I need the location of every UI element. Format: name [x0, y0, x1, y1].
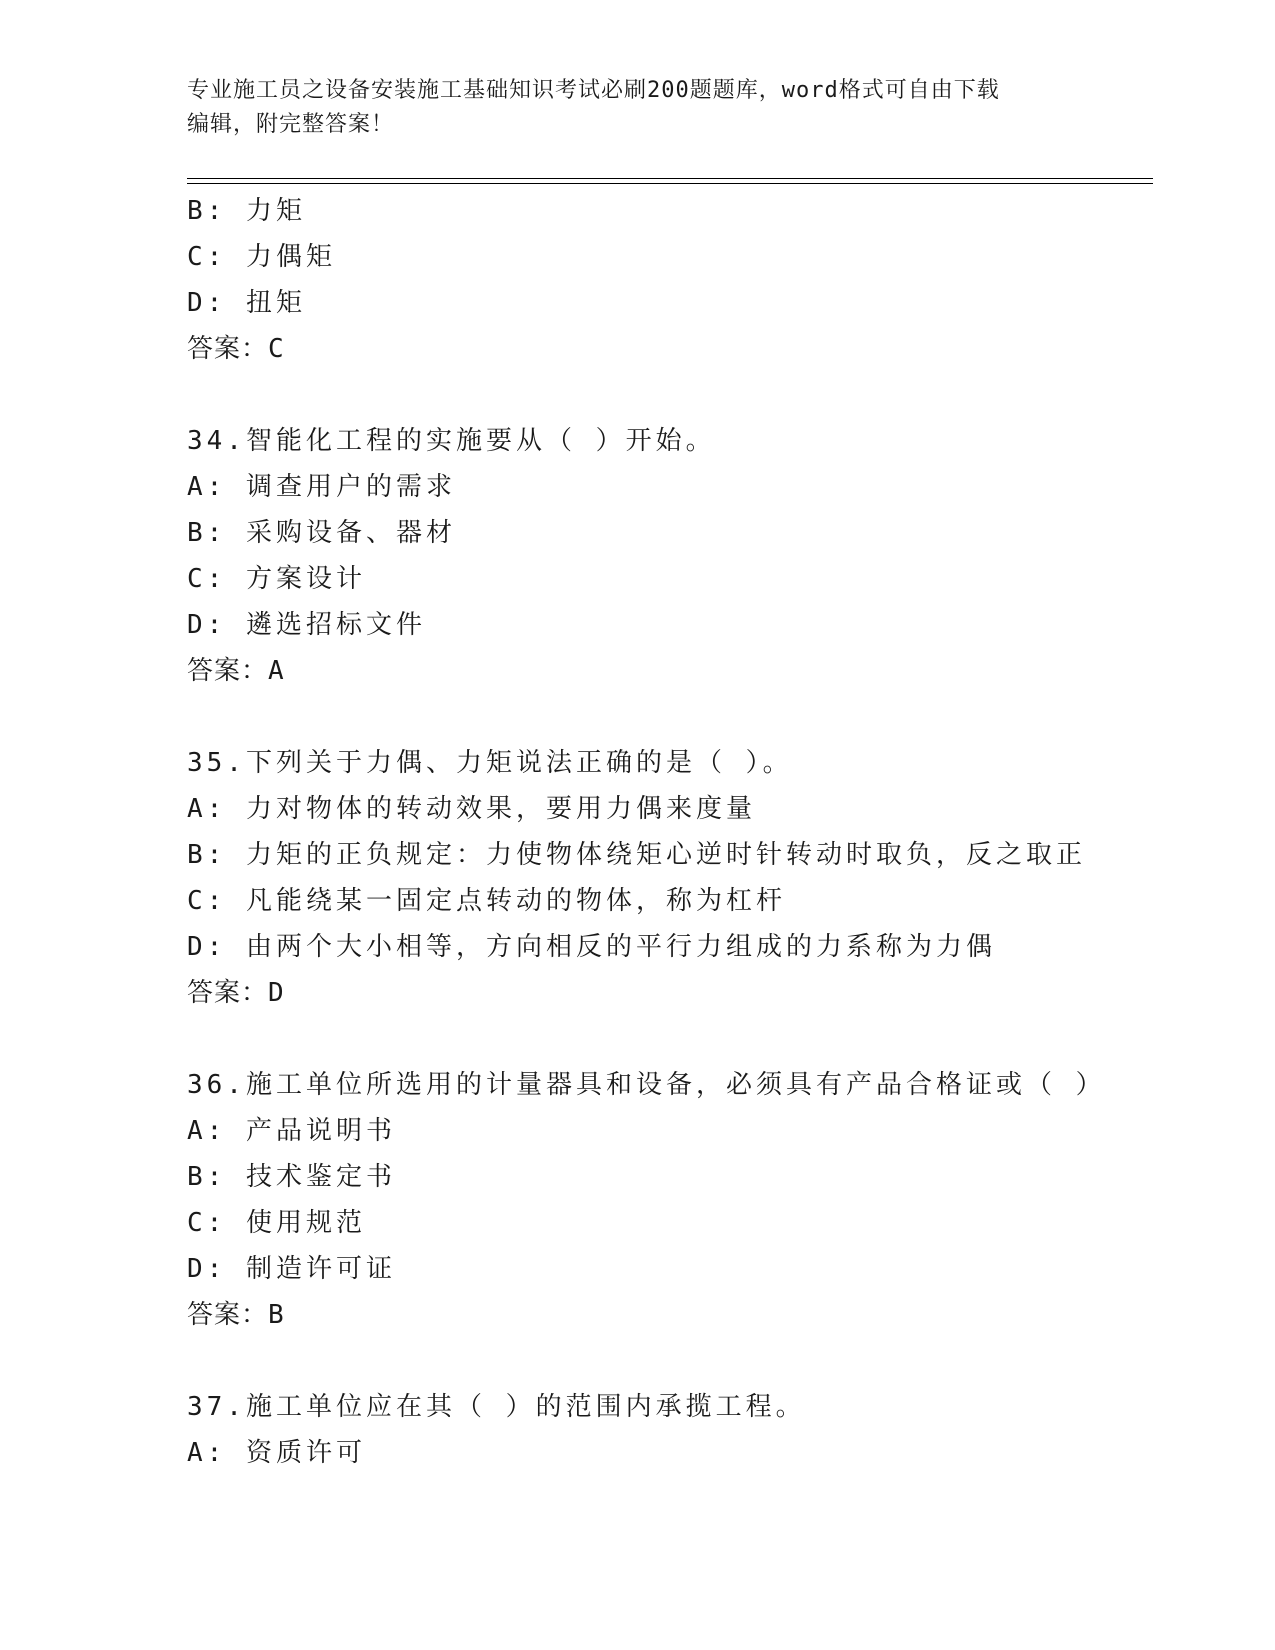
- option-d: D: 遴选招标文件: [187, 610, 426, 640]
- option-b: B: 力矩的正负规定：力使物体绕矩心逆时针转动时取负，反之取正: [187, 840, 1086, 870]
- answer-line: 答案：D: [187, 978, 285, 1008]
- header-rule-bottom: [187, 183, 1153, 184]
- question-block-36: [187, 1062, 1153, 1338]
- option-b: B: 力矩: [187, 196, 306, 226]
- answer-line: 答案：B: [187, 1300, 285, 1330]
- option-a: A: 力对物体的转动效果，要用力偶来度量: [187, 794, 756, 824]
- spacer: [187, 1016, 1153, 1062]
- answer-line: 答案：A: [187, 656, 285, 686]
- option-c: C: 方案设计: [187, 564, 366, 594]
- option-d: D: 扭矩: [187, 288, 306, 318]
- option-c: C: 力偶矩: [187, 242, 336, 272]
- question-block-35: [187, 740, 1153, 1016]
- header-rule-top: [187, 178, 1153, 179]
- spacer: [187, 694, 1153, 740]
- header-line-2: 编辑，附完整答案！: [187, 112, 395, 137]
- option-d: D: 由两个大小相等，方向相反的平行力组成的力系称为力偶: [187, 932, 996, 962]
- question-stem: 37.施工单位应在其（ ）的范围内承揽工程。: [187, 1392, 806, 1422]
- spacer: [187, 1338, 1153, 1384]
- option-b: B: 技术鉴定书: [187, 1162, 396, 1192]
- question-block-34: [187, 418, 1153, 694]
- question-content: [187, 188, 1153, 1476]
- answer-line: 答案：C: [187, 334, 285, 364]
- option-c: C: 凡能绕某一固定点转动的物体，称为杠杆: [187, 886, 786, 916]
- question-stem: 34.智能化工程的实施要从（ ）开始。: [187, 426, 716, 456]
- option-a: A: 资质许可: [187, 1438, 366, 1468]
- question-stem: 36.施工单位所选用的计量器具和设备，必须具有产品合格证或（ ）: [187, 1070, 1106, 1100]
- option-b: B: 采购设备、器材: [187, 518, 456, 548]
- option-d: D: 制造许可证: [187, 1254, 396, 1284]
- option-a: A: 产品说明书: [187, 1116, 396, 1146]
- question-block-33: [187, 188, 1153, 372]
- spacer: [187, 372, 1153, 418]
- option-c: C: 使用规范: [187, 1208, 366, 1238]
- question-block-37: [187, 1384, 1153, 1476]
- question-stem: 35.下列关于力偶、力矩说法正确的是（ ）。: [187, 748, 793, 778]
- header-line-1: 专业施工员之设备安装施工基础知识考试必刷200题题库，word格式可自由下载: [187, 78, 1000, 103]
- document-header: [187, 74, 1067, 142]
- option-a: A: 调查用户的需求: [187, 472, 456, 502]
